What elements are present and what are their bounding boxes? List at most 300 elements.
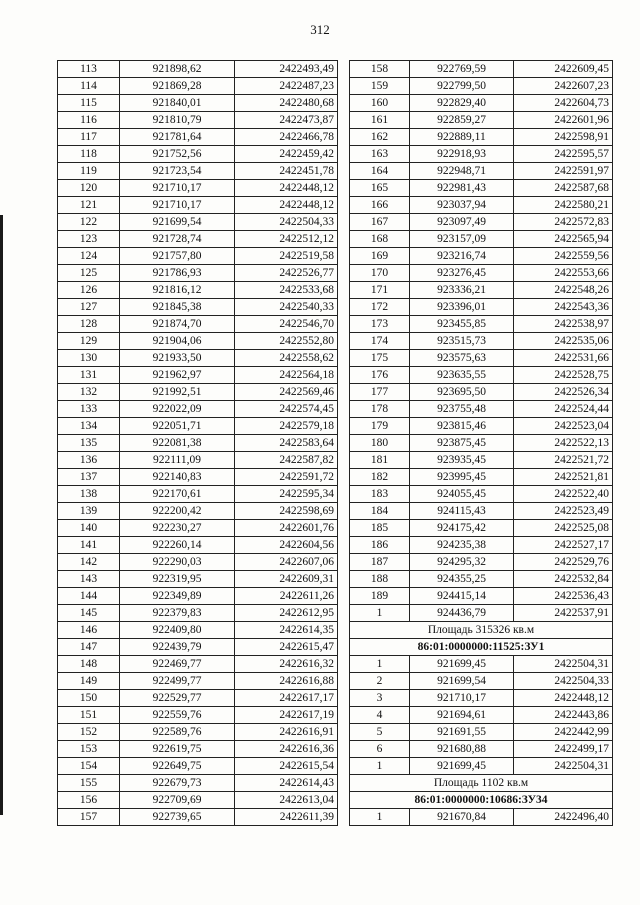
y-coordinate-cell: 2422607,06 bbox=[235, 554, 338, 571]
point-number-cell: 138 bbox=[58, 486, 120, 503]
y-coordinate-cell: 2422448,12 bbox=[235, 197, 338, 214]
x-coordinate-cell: 923875,45 bbox=[410, 435, 514, 452]
table-row bbox=[58, 673, 338, 690]
y-coordinate-cell: 2422526,77 bbox=[235, 265, 338, 282]
parcel-area: Площадь 315326 кв.м bbox=[350, 622, 613, 639]
y-coordinate-cell: 2422493,49 bbox=[235, 61, 338, 78]
x-coordinate-cell: 923396,01 bbox=[410, 299, 514, 316]
table-row bbox=[58, 231, 338, 248]
point-number-cell: 141 bbox=[58, 537, 120, 554]
y-coordinate-cell: 2422496,40 bbox=[514, 809, 613, 826]
point-number-cell: 184 bbox=[350, 503, 410, 520]
x-coordinate-cell: 922469,77 bbox=[120, 656, 235, 673]
point-number-cell: 129 bbox=[58, 333, 120, 350]
point-number-cell: 150 bbox=[58, 690, 120, 707]
x-coordinate-cell: 921810,79 bbox=[120, 112, 235, 129]
table-row bbox=[350, 401, 613, 418]
x-coordinate-cell: 924175,42 bbox=[410, 520, 514, 537]
point-number-cell: 175 bbox=[350, 350, 410, 367]
table-row bbox=[58, 95, 338, 112]
point-number-cell: 185 bbox=[350, 520, 410, 537]
y-coordinate-cell: 2422569,46 bbox=[235, 384, 338, 401]
table-row bbox=[350, 95, 613, 112]
point-number-cell: 189 bbox=[350, 588, 410, 605]
point-number-cell: 122 bbox=[58, 214, 120, 231]
point-number-cell: 130 bbox=[58, 350, 120, 367]
y-coordinate-cell: 2422528,75 bbox=[514, 367, 613, 384]
y-coordinate-cell: 2422521,81 bbox=[514, 469, 613, 486]
x-coordinate-cell: 923157,09 bbox=[410, 231, 514, 248]
table-row bbox=[58, 163, 338, 180]
table-row bbox=[58, 622, 338, 639]
point-number-cell: 177 bbox=[350, 384, 410, 401]
point-number-cell: 165 bbox=[350, 180, 410, 197]
table-row bbox=[350, 180, 613, 197]
y-coordinate-cell: 2422611,39 bbox=[235, 809, 338, 826]
y-coordinate-cell: 2422601,96 bbox=[514, 112, 613, 129]
table-row bbox=[58, 656, 338, 673]
point-number-cell: 174 bbox=[350, 333, 410, 350]
point-number-cell: 131 bbox=[58, 367, 120, 384]
point-number-cell: 1 bbox=[350, 656, 410, 673]
y-coordinate-cell: 2422614,43 bbox=[235, 775, 338, 792]
table-row bbox=[58, 418, 338, 435]
x-coordinate-cell: 921904,06 bbox=[120, 333, 235, 350]
x-coordinate-cell: 922200,42 bbox=[120, 503, 235, 520]
x-coordinate-cell: 922619,75 bbox=[120, 741, 235, 758]
x-coordinate-cell: 921869,28 bbox=[120, 78, 235, 95]
y-coordinate-cell: 2422616,32 bbox=[235, 656, 338, 673]
point-number-cell: 180 bbox=[350, 435, 410, 452]
y-coordinate-cell: 2422443,86 bbox=[514, 707, 613, 724]
table-row bbox=[350, 588, 613, 605]
point-number-cell: 168 bbox=[350, 231, 410, 248]
y-coordinate-cell: 2422607,23 bbox=[514, 78, 613, 95]
point-number-cell: 169 bbox=[350, 248, 410, 265]
table-row bbox=[350, 690, 613, 707]
table-row bbox=[58, 605, 338, 622]
x-coordinate-cell: 922319,95 bbox=[120, 571, 235, 588]
table-row bbox=[350, 486, 613, 503]
table-row bbox=[350, 214, 613, 231]
table-row bbox=[350, 197, 613, 214]
y-coordinate-cell: 2422572,83 bbox=[514, 214, 613, 231]
point-number-cell: 164 bbox=[350, 163, 410, 180]
y-coordinate-cell: 2422451,78 bbox=[235, 163, 338, 180]
y-coordinate-cell: 2422615,54 bbox=[235, 758, 338, 775]
x-coordinate-cell: 922709,69 bbox=[120, 792, 235, 809]
point-number-cell: 124 bbox=[58, 248, 120, 265]
point-number-cell: 155 bbox=[58, 775, 120, 792]
point-number-cell: 145 bbox=[58, 605, 120, 622]
x-coordinate-cell: 923216,74 bbox=[410, 248, 514, 265]
point-number-cell: 117 bbox=[58, 129, 120, 146]
point-number-cell: 148 bbox=[58, 656, 120, 673]
point-number-cell: 118 bbox=[58, 146, 120, 163]
x-coordinate-cell: 924415,14 bbox=[410, 588, 514, 605]
point-number-cell: 183 bbox=[350, 486, 410, 503]
parcel-cadastral-number: 86:01:0000000:10686:ЗУ34 bbox=[350, 792, 613, 809]
x-coordinate-cell: 922559,76 bbox=[120, 707, 235, 724]
y-coordinate-cell: 2422538,97 bbox=[514, 316, 613, 333]
point-number-cell: 171 bbox=[350, 282, 410, 299]
point-number-cell: 157 bbox=[58, 809, 120, 826]
point-number-cell: 113 bbox=[58, 61, 120, 78]
table-row bbox=[350, 163, 613, 180]
x-coordinate-cell: 921816,12 bbox=[120, 282, 235, 299]
y-coordinate-cell: 2422609,45 bbox=[514, 61, 613, 78]
y-coordinate-cell: 2422559,56 bbox=[514, 248, 613, 265]
y-coordinate-cell: 2422499,17 bbox=[514, 741, 613, 758]
x-coordinate-cell: 924355,25 bbox=[410, 571, 514, 588]
x-coordinate-cell: 922529,77 bbox=[120, 690, 235, 707]
table-row bbox=[58, 248, 338, 265]
table-row bbox=[58, 520, 338, 537]
point-number-cell: 146 bbox=[58, 622, 120, 639]
coordinates-table-right bbox=[349, 60, 613, 826]
y-coordinate-cell: 2422591,72 bbox=[235, 469, 338, 486]
table-row bbox=[350, 758, 613, 775]
table-row bbox=[58, 452, 338, 469]
parcel-header-row bbox=[350, 639, 613, 656]
point-number-cell: 136 bbox=[58, 452, 120, 469]
y-coordinate-cell: 2422595,57 bbox=[514, 146, 613, 163]
x-coordinate-cell: 922051,71 bbox=[120, 418, 235, 435]
point-number-cell: 128 bbox=[58, 316, 120, 333]
point-number-cell: 160 bbox=[350, 95, 410, 112]
x-coordinate-cell: 922409,80 bbox=[120, 622, 235, 639]
point-number-cell: 4 bbox=[350, 707, 410, 724]
table-row bbox=[58, 469, 338, 486]
point-number-cell: 115 bbox=[58, 95, 120, 112]
x-coordinate-cell: 924436,79 bbox=[410, 605, 514, 622]
table-row bbox=[58, 129, 338, 146]
x-coordinate-cell: 923935,45 bbox=[410, 452, 514, 469]
y-coordinate-cell: 2422526,34 bbox=[514, 384, 613, 401]
y-coordinate-cell: 2422537,91 bbox=[514, 605, 613, 622]
parcel-header-row bbox=[350, 792, 613, 809]
y-coordinate-cell: 2422587,82 bbox=[235, 452, 338, 469]
point-number-cell: 119 bbox=[58, 163, 120, 180]
y-coordinate-cell: 2422523,49 bbox=[514, 503, 613, 520]
x-coordinate-cell: 921962,97 bbox=[120, 367, 235, 384]
x-coordinate-cell: 921710,17 bbox=[120, 197, 235, 214]
table-row bbox=[58, 690, 338, 707]
table-row bbox=[350, 435, 613, 452]
y-coordinate-cell: 2422531,66 bbox=[514, 350, 613, 367]
point-number-cell: 167 bbox=[350, 214, 410, 231]
table-row bbox=[58, 707, 338, 724]
table-row bbox=[58, 78, 338, 95]
parcel-cadastral-number: 86:01:0000000:11525:ЗУ1 bbox=[350, 639, 613, 656]
y-coordinate-cell: 2422604,56 bbox=[235, 537, 338, 554]
y-coordinate-cell: 2422617,19 bbox=[235, 707, 338, 724]
point-number-cell: 125 bbox=[58, 265, 120, 282]
parcel-area: Площадь 1102 кв.м bbox=[350, 775, 613, 792]
y-coordinate-cell: 2422574,45 bbox=[235, 401, 338, 418]
table-row bbox=[350, 418, 613, 435]
y-coordinate-cell: 2422459,42 bbox=[235, 146, 338, 163]
y-coordinate-cell: 2422613,04 bbox=[235, 792, 338, 809]
point-number-cell: 114 bbox=[58, 78, 120, 95]
table-row bbox=[58, 503, 338, 520]
point-number-cell: 178 bbox=[350, 401, 410, 418]
y-coordinate-cell: 2422523,04 bbox=[514, 418, 613, 435]
point-number-cell: 120 bbox=[58, 180, 120, 197]
y-coordinate-cell: 2422579,18 bbox=[235, 418, 338, 435]
y-coordinate-cell: 2422595,34 bbox=[235, 486, 338, 503]
table-row bbox=[350, 350, 613, 367]
x-coordinate-cell: 921781,64 bbox=[120, 129, 235, 146]
table-row bbox=[350, 571, 613, 588]
point-number-cell: 163 bbox=[350, 146, 410, 163]
y-coordinate-cell: 2422558,62 bbox=[235, 350, 338, 367]
x-coordinate-cell: 922140,83 bbox=[120, 469, 235, 486]
y-coordinate-cell: 2422615,47 bbox=[235, 639, 338, 656]
x-coordinate-cell: 921699,54 bbox=[410, 673, 514, 690]
y-coordinate-cell: 2422612,95 bbox=[235, 605, 338, 622]
point-number-cell: 127 bbox=[58, 299, 120, 316]
coordinates-table-left bbox=[57, 60, 338, 826]
x-coordinate-cell: 921786,93 bbox=[120, 265, 235, 282]
table-row bbox=[58, 537, 338, 554]
table-row bbox=[58, 180, 338, 197]
y-coordinate-cell: 2422609,31 bbox=[235, 571, 338, 588]
table-row bbox=[58, 282, 338, 299]
table-row bbox=[350, 299, 613, 316]
table-row bbox=[350, 469, 613, 486]
x-coordinate-cell: 921728,74 bbox=[120, 231, 235, 248]
y-coordinate-cell: 2422527,17 bbox=[514, 537, 613, 554]
x-coordinate-cell: 922230,27 bbox=[120, 520, 235, 537]
x-coordinate-cell: 923995,45 bbox=[410, 469, 514, 486]
y-coordinate-cell: 2422564,18 bbox=[235, 367, 338, 384]
point-number-cell: 3 bbox=[350, 690, 410, 707]
table-row bbox=[58, 554, 338, 571]
table-row bbox=[58, 384, 338, 401]
table-row bbox=[58, 639, 338, 656]
table-row bbox=[350, 384, 613, 401]
y-coordinate-cell: 2422473,87 bbox=[235, 112, 338, 129]
x-coordinate-cell: 921699,54 bbox=[120, 214, 235, 231]
x-coordinate-cell: 923575,63 bbox=[410, 350, 514, 367]
y-coordinate-cell: 2422504,33 bbox=[235, 214, 338, 231]
x-coordinate-cell: 922829,40 bbox=[410, 95, 514, 112]
table-row bbox=[58, 350, 338, 367]
y-coordinate-cell: 2422565,94 bbox=[514, 231, 613, 248]
point-number-cell: 151 bbox=[58, 707, 120, 724]
point-number-cell: 123 bbox=[58, 231, 120, 248]
y-coordinate-cell: 2422616,91 bbox=[235, 724, 338, 741]
x-coordinate-cell: 922889,11 bbox=[410, 129, 514, 146]
point-number-cell: 5 bbox=[350, 724, 410, 741]
x-coordinate-cell: 923695,50 bbox=[410, 384, 514, 401]
x-coordinate-cell: 922769,59 bbox=[410, 61, 514, 78]
table-row bbox=[58, 486, 338, 503]
point-number-cell: 153 bbox=[58, 741, 120, 758]
x-coordinate-cell: 921757,80 bbox=[120, 248, 235, 265]
table-row bbox=[58, 741, 338, 758]
y-coordinate-cell: 2422504,31 bbox=[514, 656, 613, 673]
area-summary-row bbox=[350, 622, 613, 639]
x-coordinate-cell: 921694,61 bbox=[410, 707, 514, 724]
x-coordinate-cell: 922981,43 bbox=[410, 180, 514, 197]
y-coordinate-cell: 2422552,80 bbox=[235, 333, 338, 350]
x-coordinate-cell: 923336,21 bbox=[410, 282, 514, 299]
table-row bbox=[350, 707, 613, 724]
point-number-cell: 144 bbox=[58, 588, 120, 605]
y-coordinate-cell: 2422448,12 bbox=[235, 180, 338, 197]
y-coordinate-cell: 2422617,17 bbox=[235, 690, 338, 707]
point-number-cell: 6 bbox=[350, 741, 410, 758]
point-number-cell: 2 bbox=[350, 673, 410, 690]
point-number-cell: 182 bbox=[350, 469, 410, 486]
page-number: 312 bbox=[310, 22, 330, 37]
y-coordinate-cell: 2422601,76 bbox=[235, 520, 338, 537]
y-coordinate-cell: 2422598,91 bbox=[514, 129, 613, 146]
point-number-cell: 186 bbox=[350, 537, 410, 554]
table-row bbox=[58, 197, 338, 214]
x-coordinate-cell: 922799,50 bbox=[410, 78, 514, 95]
y-coordinate-cell: 2422524,44 bbox=[514, 401, 613, 418]
table-row bbox=[350, 367, 613, 384]
table-row bbox=[350, 605, 613, 622]
y-coordinate-cell: 2422546,70 bbox=[235, 316, 338, 333]
point-number-cell: 172 bbox=[350, 299, 410, 316]
table-row bbox=[350, 146, 613, 163]
table-row bbox=[58, 775, 338, 792]
point-number-cell: 143 bbox=[58, 571, 120, 588]
x-coordinate-cell: 922379,83 bbox=[120, 605, 235, 622]
point-number-cell: 161 bbox=[350, 112, 410, 129]
y-coordinate-cell: 2422616,88 bbox=[235, 673, 338, 690]
x-coordinate-cell: 921710,17 bbox=[120, 180, 235, 197]
area-summary-row bbox=[350, 775, 613, 792]
table-row bbox=[58, 214, 338, 231]
y-coordinate-cell: 2422512,12 bbox=[235, 231, 338, 248]
x-coordinate-cell: 922349,89 bbox=[120, 588, 235, 605]
y-coordinate-cell: 2422448,12 bbox=[514, 690, 613, 707]
x-coordinate-cell: 921933,50 bbox=[120, 350, 235, 367]
y-coordinate-cell: 2422522,13 bbox=[514, 435, 613, 452]
y-coordinate-cell: 2422522,40 bbox=[514, 486, 613, 503]
table-row bbox=[58, 367, 338, 384]
x-coordinate-cell: 922859,27 bbox=[410, 112, 514, 129]
point-number-cell: 140 bbox=[58, 520, 120, 537]
point-number-cell: 137 bbox=[58, 469, 120, 486]
x-coordinate-cell: 921680,88 bbox=[410, 741, 514, 758]
point-number-cell: 188 bbox=[350, 571, 410, 588]
point-number-cell: 162 bbox=[350, 129, 410, 146]
x-coordinate-cell: 921992,51 bbox=[120, 384, 235, 401]
y-coordinate-cell: 2422540,33 bbox=[235, 299, 338, 316]
y-coordinate-cell: 2422521,72 bbox=[514, 452, 613, 469]
x-coordinate-cell: 922918,93 bbox=[410, 146, 514, 163]
table-row bbox=[58, 588, 338, 605]
y-coordinate-cell: 2422548,26 bbox=[514, 282, 613, 299]
x-coordinate-cell: 923276,45 bbox=[410, 265, 514, 282]
table-row bbox=[350, 248, 613, 265]
x-coordinate-cell: 922499,77 bbox=[120, 673, 235, 690]
table-row bbox=[350, 316, 613, 333]
table-row bbox=[350, 61, 613, 78]
scan-margin-bar bbox=[0, 215, 3, 815]
table-row bbox=[350, 452, 613, 469]
table-row bbox=[58, 401, 338, 418]
table-row bbox=[58, 61, 338, 78]
point-number-cell: 149 bbox=[58, 673, 120, 690]
point-number-cell: 135 bbox=[58, 435, 120, 452]
x-coordinate-cell: 921840,01 bbox=[120, 95, 235, 112]
point-number-cell: 142 bbox=[58, 554, 120, 571]
y-coordinate-cell: 2422442,99 bbox=[514, 724, 613, 741]
x-coordinate-cell: 923635,55 bbox=[410, 367, 514, 384]
x-coordinate-cell: 922081,38 bbox=[120, 435, 235, 452]
y-coordinate-cell: 2422466,78 bbox=[235, 129, 338, 146]
point-number-cell: 156 bbox=[58, 792, 120, 809]
y-coordinate-cell: 2422598,69 bbox=[235, 503, 338, 520]
table-row bbox=[58, 435, 338, 452]
table-row bbox=[350, 129, 613, 146]
point-number-cell: 116 bbox=[58, 112, 120, 129]
x-coordinate-cell: 922589,76 bbox=[120, 724, 235, 741]
x-coordinate-cell: 922022,09 bbox=[120, 401, 235, 418]
x-coordinate-cell: 924055,45 bbox=[410, 486, 514, 503]
table-row bbox=[58, 333, 338, 350]
point-number-cell: 154 bbox=[58, 758, 120, 775]
table-row bbox=[350, 673, 613, 690]
point-number-cell: 170 bbox=[350, 265, 410, 282]
y-coordinate-cell: 2422504,33 bbox=[514, 673, 613, 690]
table-row bbox=[58, 299, 338, 316]
x-coordinate-cell: 921699,45 bbox=[410, 656, 514, 673]
point-number-cell: 139 bbox=[58, 503, 120, 520]
table-row bbox=[350, 78, 613, 95]
point-number-cell: 176 bbox=[350, 367, 410, 384]
point-number-cell: 158 bbox=[350, 61, 410, 78]
x-coordinate-cell: 921670,84 bbox=[410, 809, 514, 826]
point-number-cell: 121 bbox=[58, 197, 120, 214]
x-coordinate-cell: 923097,49 bbox=[410, 214, 514, 231]
x-coordinate-cell: 922170,61 bbox=[120, 486, 235, 503]
y-coordinate-cell: 2422591,97 bbox=[514, 163, 613, 180]
y-coordinate-cell: 2422529,76 bbox=[514, 554, 613, 571]
table-row bbox=[350, 724, 613, 741]
x-coordinate-cell: 922260,14 bbox=[120, 537, 235, 554]
table-row bbox=[350, 554, 613, 571]
table-row bbox=[58, 146, 338, 163]
y-coordinate-cell: 2422553,66 bbox=[514, 265, 613, 282]
x-coordinate-cell: 921710,17 bbox=[410, 690, 514, 707]
table-row bbox=[350, 333, 613, 350]
table-row bbox=[58, 724, 338, 741]
point-number-cell: 132 bbox=[58, 384, 120, 401]
x-coordinate-cell: 921874,70 bbox=[120, 316, 235, 333]
y-coordinate-cell: 2422536,43 bbox=[514, 588, 613, 605]
x-coordinate-cell: 921898,62 bbox=[120, 61, 235, 78]
table-row bbox=[58, 571, 338, 588]
point-number-cell: 179 bbox=[350, 418, 410, 435]
x-coordinate-cell: 922948,71 bbox=[410, 163, 514, 180]
y-coordinate-cell: 2422487,23 bbox=[235, 78, 338, 95]
x-coordinate-cell: 923515,73 bbox=[410, 333, 514, 350]
point-number-cell: 126 bbox=[58, 282, 120, 299]
table-row bbox=[350, 503, 613, 520]
y-coordinate-cell: 2422480,68 bbox=[235, 95, 338, 112]
point-number-cell: 181 bbox=[350, 452, 410, 469]
point-number-cell: 152 bbox=[58, 724, 120, 741]
y-coordinate-cell: 2422533,68 bbox=[235, 282, 338, 299]
